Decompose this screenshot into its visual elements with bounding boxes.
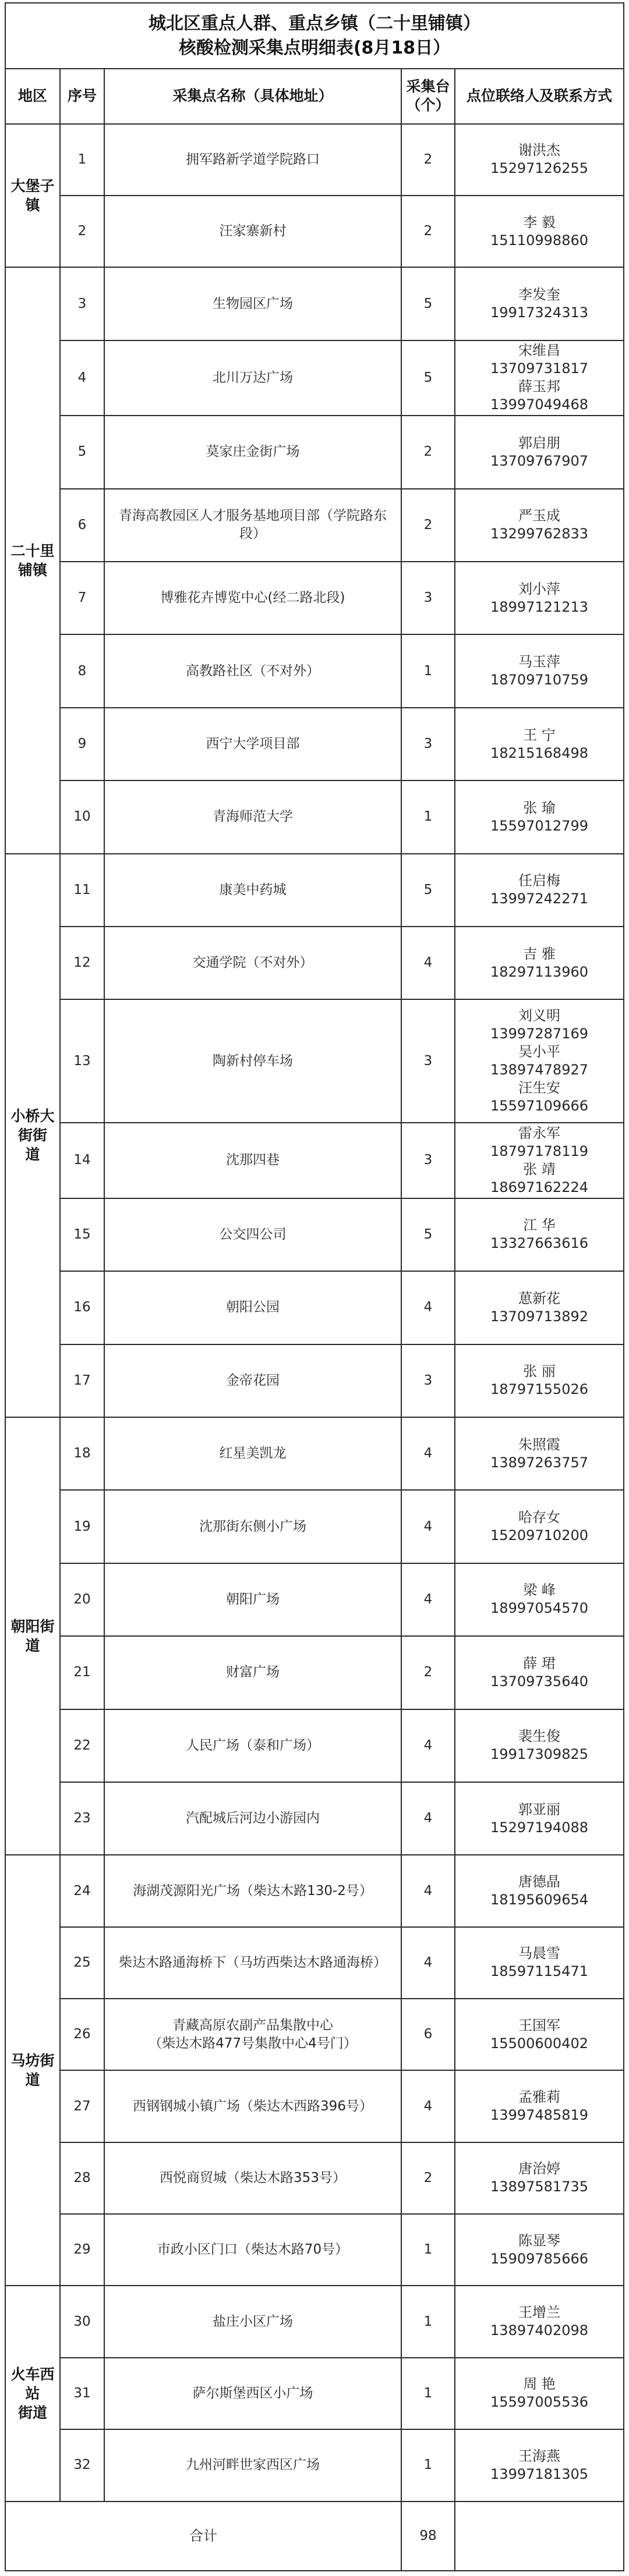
seq-cell: 12 [60,927,104,999]
station-count-cell: 2 [401,124,455,196]
contact-phone: 13709767907 [490,452,588,469]
contact-name: 陈显琴 [518,2232,561,2249]
site-name-cell: 金帝花园 [104,1344,401,1417]
site-name-cell: 北川万达广场 [104,340,401,416]
seq-cell: 17 [60,1344,104,1417]
table-row [5,2429,624,2501]
seq-cell: 18 [60,1417,104,1490]
contact-name: 薛 珺 [523,1655,556,1672]
contact-name: 张 靖 [523,1161,556,1177]
contact-phone: 13709735640 [490,1673,588,1690]
seq-cell: 26 [60,1999,104,2070]
district-label-line-2: 街道 [17,2404,47,2421]
district-cell: 朝阳街道 [5,1417,60,1855]
contact-phone: 15909785666 [490,2250,588,2267]
station-count-cell: 4 [401,1709,455,1782]
contact-phone: 13897478927 [490,1062,588,1078]
contact-cell [455,2214,624,2286]
seq-cell: 25 [60,1927,104,1999]
station-count-cell: 5 [401,267,455,340]
seq-cell: 16 [60,1271,104,1344]
table-row [5,634,624,707]
seq-cell: 20 [60,1563,104,1636]
contact-phone: 18997054570 [490,1600,588,1617]
contact-name: 张 丽 [523,1363,556,1380]
contact-phone: 13897263757 [490,1454,588,1471]
table-row [5,999,624,1123]
site-name-cell: 朝阳广场 [104,1563,401,1636]
table-row [5,416,624,488]
contact-cell [455,340,624,416]
site-name-cell: 莫家庄金街广场 [104,416,401,488]
contact-cell [455,2429,624,2501]
contact-name: 李 毅 [523,214,556,230]
contact-cell [455,780,624,853]
contact-name: 吴小平 [518,1044,561,1060]
seq-cell: 3 [60,267,104,340]
seq-cell: 19 [60,1490,104,1563]
contact-cell [455,2286,624,2357]
contact-cell [455,1709,624,1782]
contact-name: 葸新花 [518,1290,561,1307]
contact-phone: 18215168498 [490,744,588,761]
contact-name: 郭亚丽 [518,1801,561,1818]
contact-phone: 18195609654 [490,1892,588,1908]
contact-name: 雷永军 [518,1124,561,1141]
contact-cell [455,2070,624,2142]
total-contact-empty [455,2502,624,2571]
site-name-cell: 柴达木路通海桥下（马坊西柴达木路通海桥） [104,1927,401,1999]
page-title [5,3,624,69]
table-row [5,267,624,340]
contact-phone: 19917309825 [490,1746,588,1763]
district-label-line-1: 小桥大街街 [10,1108,55,1144]
site-name-cell: 西钢钢城小镇广场（柴达木西路396号） [104,2070,401,2142]
site-name-cell: 红星美凯龙 [104,1417,401,1490]
site-name-cell [104,489,401,562]
contact-name: 周 艳 [523,2376,556,2393]
table-row [5,2070,624,2142]
station-count-cell: 3 [401,999,455,1123]
table-row [5,1999,624,2070]
district-cell [5,854,60,1417]
station-count-cell: 1 [401,780,455,853]
table-row [5,196,624,267]
station-count-cell: 3 [401,562,455,634]
contact-name: 王 宁 [523,726,556,743]
contact-cell [455,1417,624,1490]
seq-cell: 29 [60,2214,104,2286]
contact-phone: 13897402098 [490,2322,588,2339]
station-count-cell: 4 [401,1563,455,1636]
station-count-cell: 3 [401,708,455,780]
contact-name: 朱照霞 [518,1436,561,1453]
table-row [5,1271,624,1344]
site-name-cell: 青海师范大学 [104,780,401,853]
seq-cell: 11 [60,854,104,927]
site-name-line: 段） [239,526,266,542]
contact-name: 马玉萍 [518,654,561,670]
station-count-cell: 2 [401,1636,455,1709]
contact-name: 裴生俊 [518,1728,561,1745]
contact-phone: 18297113960 [490,963,588,980]
seq-cell: 15 [60,1198,104,1271]
contact-cell [455,999,624,1123]
contact-name: 郭启朋 [518,434,561,451]
station-count-cell: 1 [401,2429,455,2501]
station-count-cell: 1 [401,2286,455,2357]
header-district: 地区 [5,69,60,124]
contact-cell [455,708,624,780]
seq-cell: 32 [60,2429,104,2501]
contact-name: 刘义明 [518,1007,561,1024]
contact-phone: 15110998860 [490,232,588,249]
table-row [5,854,624,927]
contact-phone: 13997485819 [490,2107,588,2124]
site-name-cell: 康美中药城 [104,854,401,927]
district-cell: 大堡子镇 [5,124,60,268]
site-name-cell: 交通学院（不对外） [104,927,401,999]
seq-cell: 31 [60,2358,104,2429]
table-row [5,1123,624,1198]
station-count-cell: 5 [401,340,455,416]
site-name-line: （柴达木路477号集散中心4号门） [149,2035,357,2051]
station-count-cell: 2 [401,196,455,267]
contact-name: 宋维昌 [518,342,561,359]
district-cell: 二十里铺镇 [5,267,60,853]
contact-cell [455,196,624,267]
site-name-cell: 海湖茂源阳光广场（柴达木路130-2号） [104,1855,401,1926]
header-count-line-1: 采集台 [406,78,450,95]
contact-phone: 13709731817 [490,360,588,377]
site-name-cell: 九州河畔世家西区广场 [104,2429,401,2501]
site-name-cell: 朝阳公园 [104,1271,401,1344]
seq-cell: 24 [60,1855,104,1926]
site-name-cell: 汪家寨新村 [104,196,401,267]
contact-cell [455,562,624,634]
site-name-cell: 沈那四巷 [104,1123,401,1198]
contact-phone: 18797155026 [490,1381,588,1398]
contact-name: 吉 雅 [523,945,556,962]
seq-cell: 27 [60,2070,104,2142]
seq-cell: 14 [60,1123,104,1198]
station-count-cell: 5 [401,1198,455,1271]
sampling-site-table [5,2,624,2571]
detail-sheet [5,2,624,2571]
contact-cell [455,124,624,196]
seq-cell: 6 [60,489,104,562]
header-station-count [401,69,455,124]
title-line-2: 核酸检测采集点明细表(8月18日） [178,37,451,58]
table-row [5,708,624,780]
contact-phone: 18597115471 [490,1963,588,1980]
seq-cell: 28 [60,2142,104,2214]
header-contact: 点位联络人及联系方式 [455,69,624,124]
contact-cell [455,1927,624,1999]
contact-cell [455,1636,624,1709]
table-row [5,1636,624,1709]
table-row [5,1490,624,1563]
contact-phone: 13327663616 [490,1235,588,1252]
station-count-cell: 5 [401,854,455,927]
seq-cell: 13 [60,999,104,1123]
contact-name: 李发奎 [518,286,561,303]
table-row [5,1709,624,1782]
title-line-1: 城北区重点人群、重点乡镇（二十里铺镇） [149,13,481,34]
contact-phone: 13997049468 [490,396,588,413]
contact-cell [455,2142,624,2214]
contact-name: 唐治婷 [518,2160,561,2177]
total-row [5,2502,624,2571]
contact-cell [455,854,624,927]
site-name-cell: 汽配城后河边小游园内 [104,1782,401,1855]
seq-cell: 23 [60,1782,104,1855]
contact-cell [455,489,624,562]
contact-phone: 15297126255 [490,160,588,177]
contact-cell [455,1344,624,1417]
site-name-line: 青海高教园区人才服务基地项目部（学院路东 [119,508,387,524]
table-row [5,780,624,853]
total-label: 合计 [5,2502,401,2571]
site-name-cell: 生物园区广场 [104,267,401,340]
table-row [5,340,624,416]
contact-cell [455,1490,624,1563]
contact-cell [455,416,624,488]
table-row [5,1563,624,1636]
contact-cell [455,1855,624,1926]
contact-phone: 13997242271 [490,890,588,907]
table-row [5,2286,624,2357]
site-name-cell: 公交四公司 [104,1198,401,1271]
contact-cell [455,1563,624,1636]
site-name-cell: 陶新村停车场 [104,999,401,1123]
contact-phone: 15597005536 [490,2394,588,2411]
seq-cell: 5 [60,416,104,488]
contact-name: 王海燕 [518,2447,561,2464]
table-row [5,2214,624,2286]
contact-phone: 13299762833 [490,526,588,542]
contact-phone: 18997121213 [490,598,588,615]
station-count-cell: 2 [401,489,455,562]
seq-cell: 10 [60,780,104,853]
site-name-cell: 高教路社区（不对外） [104,634,401,707]
table-row [5,1782,624,1855]
station-count-cell: 1 [401,2214,455,2286]
contact-phone: 15500600402 [490,2035,588,2052]
table-row [5,1927,624,1999]
site-name-cell: 市政小区门口（柴达木路70号） [104,2214,401,2286]
contact-name: 任启梅 [518,872,561,889]
contact-phone: 18697162224 [490,1179,588,1195]
contact-phone: 19917324313 [490,304,588,321]
site-name-cell [104,1999,401,2070]
station-count-cell: 2 [401,416,455,488]
header-count-line-2: （个） [406,97,450,114]
site-name-cell: 博雅花卉博览中心(经二路北段) [104,562,401,634]
contact-cell [455,927,624,999]
contact-name: 严玉成 [518,508,561,524]
header-seq: 序号 [60,69,104,124]
station-count-cell: 4 [401,1927,455,1999]
contact-cell [455,1271,624,1344]
table-row [5,562,624,634]
district-label-line-2: 道 [25,1146,40,1163]
seq-cell: 30 [60,2286,104,2357]
station-count-cell: 4 [401,1490,455,1563]
district-cell: 马坊街道 [5,1855,60,2286]
seq-cell: 7 [60,562,104,634]
station-count-cell: 4 [401,1855,455,1926]
contact-cell [455,634,624,707]
header-site-name: 采集点名称（具体地址） [104,69,401,124]
site-name-cell: 沈那街东侧小广场 [104,1490,401,1563]
site-name-cell: 盐庄小区广场 [104,2286,401,2357]
station-count-cell: 3 [401,1344,455,1417]
contact-phone: 13709713892 [490,1308,588,1325]
station-count-cell: 4 [401,927,455,999]
contact-name: 张 瑜 [523,799,556,816]
contact-phone: 18709710759 [490,672,588,689]
station-count-cell: 4 [401,2070,455,2142]
seq-cell: 21 [60,1636,104,1709]
seq-cell: 22 [60,1709,104,1782]
site-name-cell: 西悦商贸城（柴达木路353号） [104,2142,401,2214]
contact-name: 王国军 [518,2017,561,2034]
contact-name: 唐德晶 [518,1874,561,1890]
contact-phone: 13997287169 [490,1026,588,1042]
seq-cell: 9 [60,708,104,780]
contact-cell [455,1198,624,1271]
site-name-cell: 财富广场 [104,1636,401,1709]
station-count-cell: 2 [401,2142,455,2214]
contact-cell [455,2358,624,2429]
table-row [5,1855,624,1926]
seq-cell: 1 [60,124,104,196]
station-count-cell: 3 [401,1123,455,1198]
contact-name: 薛玉邦 [518,378,561,395]
seq-cell: 2 [60,196,104,267]
contact-phone: 15597109666 [490,1098,588,1115]
contact-name: 汪生安 [518,1080,561,1097]
contact-phone: 18797178119 [490,1142,588,1159]
table-row [5,124,624,196]
contact-name: 马晨雪 [518,1945,561,1962]
contact-name: 江 华 [523,1217,556,1234]
contact-cell [455,1999,624,2070]
table-row [5,2358,624,2429]
site-name-cell: 萨尔斯堡西区小广场 [104,2358,401,2429]
table-row [5,927,624,999]
contact-phone: 15297194088 [490,1819,588,1836]
contact-phone: 13897581735 [490,2178,588,2195]
table-row [5,1198,624,1271]
seq-cell: 4 [60,340,104,416]
contact-cell [455,1782,624,1855]
table-row [5,2142,624,2214]
station-count-cell: 4 [401,1417,455,1490]
district-label-line-1: 火车西站 [10,2365,55,2402]
table-row [5,489,624,562]
station-count-cell: 1 [401,634,455,707]
table-row [5,1417,624,1490]
seq-cell: 8 [60,634,104,707]
contact-name: 哈存女 [518,1509,561,1526]
contact-cell [455,1123,624,1198]
contact-name: 刘小萍 [518,580,561,597]
contact-phone: 15209710200 [490,1527,588,1544]
station-count-cell: 1 [401,2358,455,2429]
contact-phone: 15597012799 [490,817,588,834]
district-cell [5,2286,60,2501]
contact-cell [455,267,624,340]
site-name-cell: 人民广场（泰和广场） [104,1709,401,1782]
contact-name: 王增兰 [518,2304,561,2321]
contact-name: 梁 峰 [523,1582,556,1599]
table-row [5,1344,624,1417]
site-name-line: 青藏高原农副产品集散中心 [172,2017,333,2033]
station-count-cell: 4 [401,1271,455,1344]
station-count-cell: 6 [401,1999,455,2070]
total-value: 98 [401,2502,455,2571]
contact-name: 谢洪杰 [518,142,561,159]
station-count-cell: 4 [401,1782,455,1855]
site-name-cell: 西宁大学项目部 [104,708,401,780]
site-name-cell: 拥军路新学道学院路口 [104,124,401,196]
contact-phone: 13997181305 [490,2465,588,2482]
contact-name: 孟雅莉 [518,2089,561,2106]
